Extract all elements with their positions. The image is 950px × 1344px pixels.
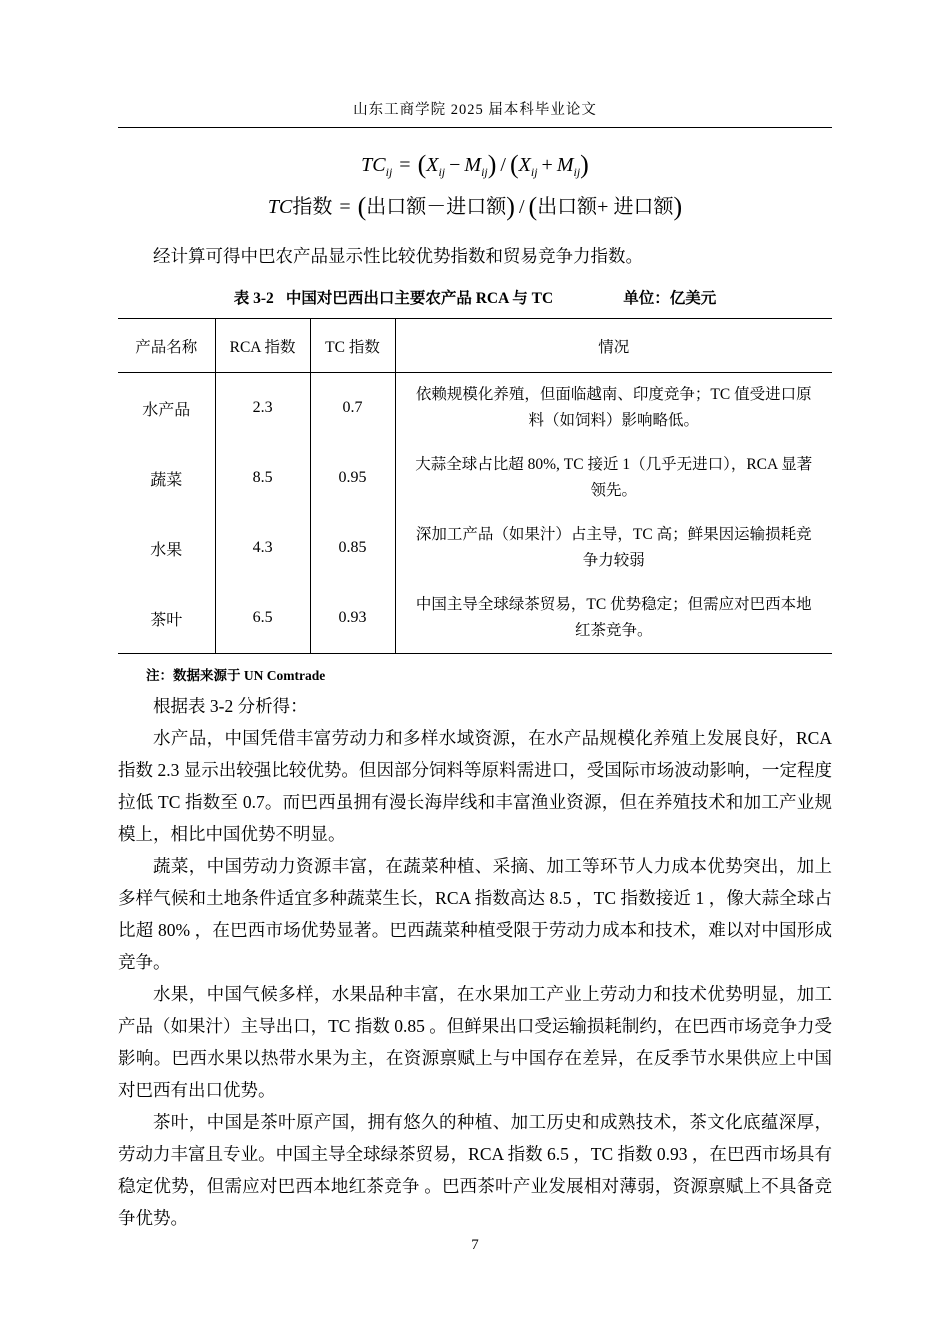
rca-value-cell: 6.5: [215, 583, 310, 654]
description-cell: 中国主导全球绿茶贸易，TC 优势稳定；但需应对巴西本地红茶竞争。: [395, 583, 832, 654]
math-subscript: ij: [481, 165, 488, 179]
table-row: [118, 513, 832, 583]
column-header-rca: RCA 指数: [215, 319, 310, 373]
product-name-cell: 水果: [150, 541, 183, 559]
column-header-situation: 情况: [395, 319, 832, 373]
header-title: 山东工商学院 2025 届本科毕业论文: [353, 102, 597, 118]
math-equals: =: [399, 154, 411, 176]
tc-value-cell: 0.85: [310, 513, 395, 583]
table-row: [118, 443, 832, 513]
column-header-product: 产品名称: [118, 319, 215, 373]
description-cell: 依赖规模化养殖，但面临越南、印度竞争；TC 值受进口原料（如饲料）影响略低。: [395, 373, 832, 444]
math-term: 出口额+ 进口额: [537, 196, 674, 218]
rca-value-cell: 8.5: [215, 443, 310, 513]
math-term: X: [426, 154, 439, 176]
math-operator: /: [518, 196, 525, 218]
math-operator: +: [541, 154, 553, 176]
page-header: [118, 98, 832, 128]
math-label: 指数: [292, 196, 333, 218]
math-paren: ): [673, 192, 683, 221]
rca-tc-table: [118, 318, 832, 654]
math-equals: =: [339, 196, 351, 218]
description-cell: 深加工产品（如果汁）占主导，TC 高；鲜果因运输损耗竞争力较弱: [395, 513, 832, 583]
math-subscript: ij: [530, 165, 538, 179]
table-unit-label: 单位：亿美元: [623, 290, 717, 307]
column-header-tc: TC 指数: [310, 319, 395, 373]
math-paren: (: [509, 150, 519, 179]
formula-tc-symbolic: [118, 144, 832, 186]
analysis-paragraph-vegetables: 蔬菜，中国劳动力资源丰富，在蔬菜种植、采摘、加工等环节人力成本优势突出，加上多样气候和土地条件适宜多种蔬菜生长，RCA 指数高达 8.5 ，TC 指数接近 1 ，像大蒜全球占比超 80% ，在巴西市场优势显著。巴西蔬菜种植受限于劳动力成本和技术，难以对中国形成竞争。: [118, 856, 832, 972]
math-operator: /: [500, 154, 506, 176]
analysis-paragraph-aquatic: 水产品，中国凭借丰富劳动力和多样水域资源，在水产品规模化养殖上发展良好，RCA 指数 2.3 显示出较强比较优势。但因部分饲料等原料需进口，受国际市场波动影响，一定程度拉低 TC 指数至 0.7。而巴西虽拥有漫长海岸线和丰富渔业资源，但在养殖技术和加工产业规模上，相比中国优势不明显。: [118, 728, 832, 844]
math-paren: (: [528, 192, 538, 221]
math-paren: ): [580, 150, 589, 179]
math-term: 出口额－进口额: [366, 196, 507, 218]
analysis-paragraph-tea: 茶叶，中国是茶叶原产国，拥有悠久的种植、加工历史和成熟技术，茶文化底蕴深厚，劳动力丰富且专业。中国主导全球绿茶贸易，RCA 指数 6.5 ，TC 指数 0.93 ，在巴西市场具有稳定优势，但需应对巴西本地红茶竞争 。巴西茶叶产业发展相对薄弱，资源禀赋上不具备竞争优势。: [118, 1112, 832, 1228]
table-header-row: [118, 319, 832, 373]
math-paren: ): [506, 192, 515, 221]
math-operator: −: [449, 154, 461, 176]
product-name-cell: 茶叶: [150, 611, 183, 629]
table-row: [118, 583, 832, 654]
math-term: M: [464, 154, 482, 176]
formula-tc-chinese: [118, 186, 832, 228]
analysis-section: [118, 690, 832, 1234]
analysis-paragraph-fruit: 水果，中国气候多样，水果品种丰富，在水果加工产业上劳动力和技术优势明显，加工产品（如果汁）主导出口，TC 指数 0.85 。但鲜果出口受运输损耗制约，在巴西市场竞争力受影响。巴西水果以热带水果为主，在资源禀赋上与中国存在差异，在反季节水果供应上中国对巴西有出口优势。: [118, 984, 832, 1100]
product-name-cell: 水产品: [142, 401, 191, 419]
math-subscript: ij: [438, 165, 446, 179]
table-caption-label: 表 3-2: [233, 290, 274, 307]
rca-value-cell: 4.3: [215, 513, 310, 583]
tc-value-cell: 0.93: [310, 583, 395, 654]
analysis-lead: 根据表 3-2 分析得：: [153, 696, 308, 716]
tc-value-cell: 0.7: [310, 373, 395, 444]
table-note: 注：数据来源于 UN Comtrade: [146, 668, 326, 683]
math-subscript: ij: [573, 165, 581, 179]
product-name-cell: 蔬菜: [150, 471, 183, 489]
table-row: [118, 373, 832, 444]
formula-block: [118, 144, 832, 228]
math-paren: (: [357, 192, 367, 221]
intro-paragraph: 经计算可得中巴农产品显示性比较优势指数和贸易竞争力指数。: [153, 246, 643, 266]
math-term: TC: [361, 154, 386, 176]
tc-value-cell: 0.95: [310, 443, 395, 513]
page-number: 7: [471, 1237, 479, 1253]
math-term: TC: [267, 196, 293, 218]
table-caption-title: 中国对巴西出口主要农产品 RCA 与 TC: [285, 290, 554, 307]
math-paren: ): [487, 150, 497, 179]
math-paren: (: [417, 150, 427, 179]
math-term: M: [556, 154, 574, 176]
table-caption: [118, 286, 832, 308]
math-subscript: ij: [385, 165, 393, 179]
rca-value-cell: 2.3: [215, 373, 310, 444]
math-term: X: [518, 154, 531, 176]
description-cell: 大蒜全球占比超 80%, TC 接近 1（几乎无进口），RCA 显著领先。: [395, 443, 832, 513]
